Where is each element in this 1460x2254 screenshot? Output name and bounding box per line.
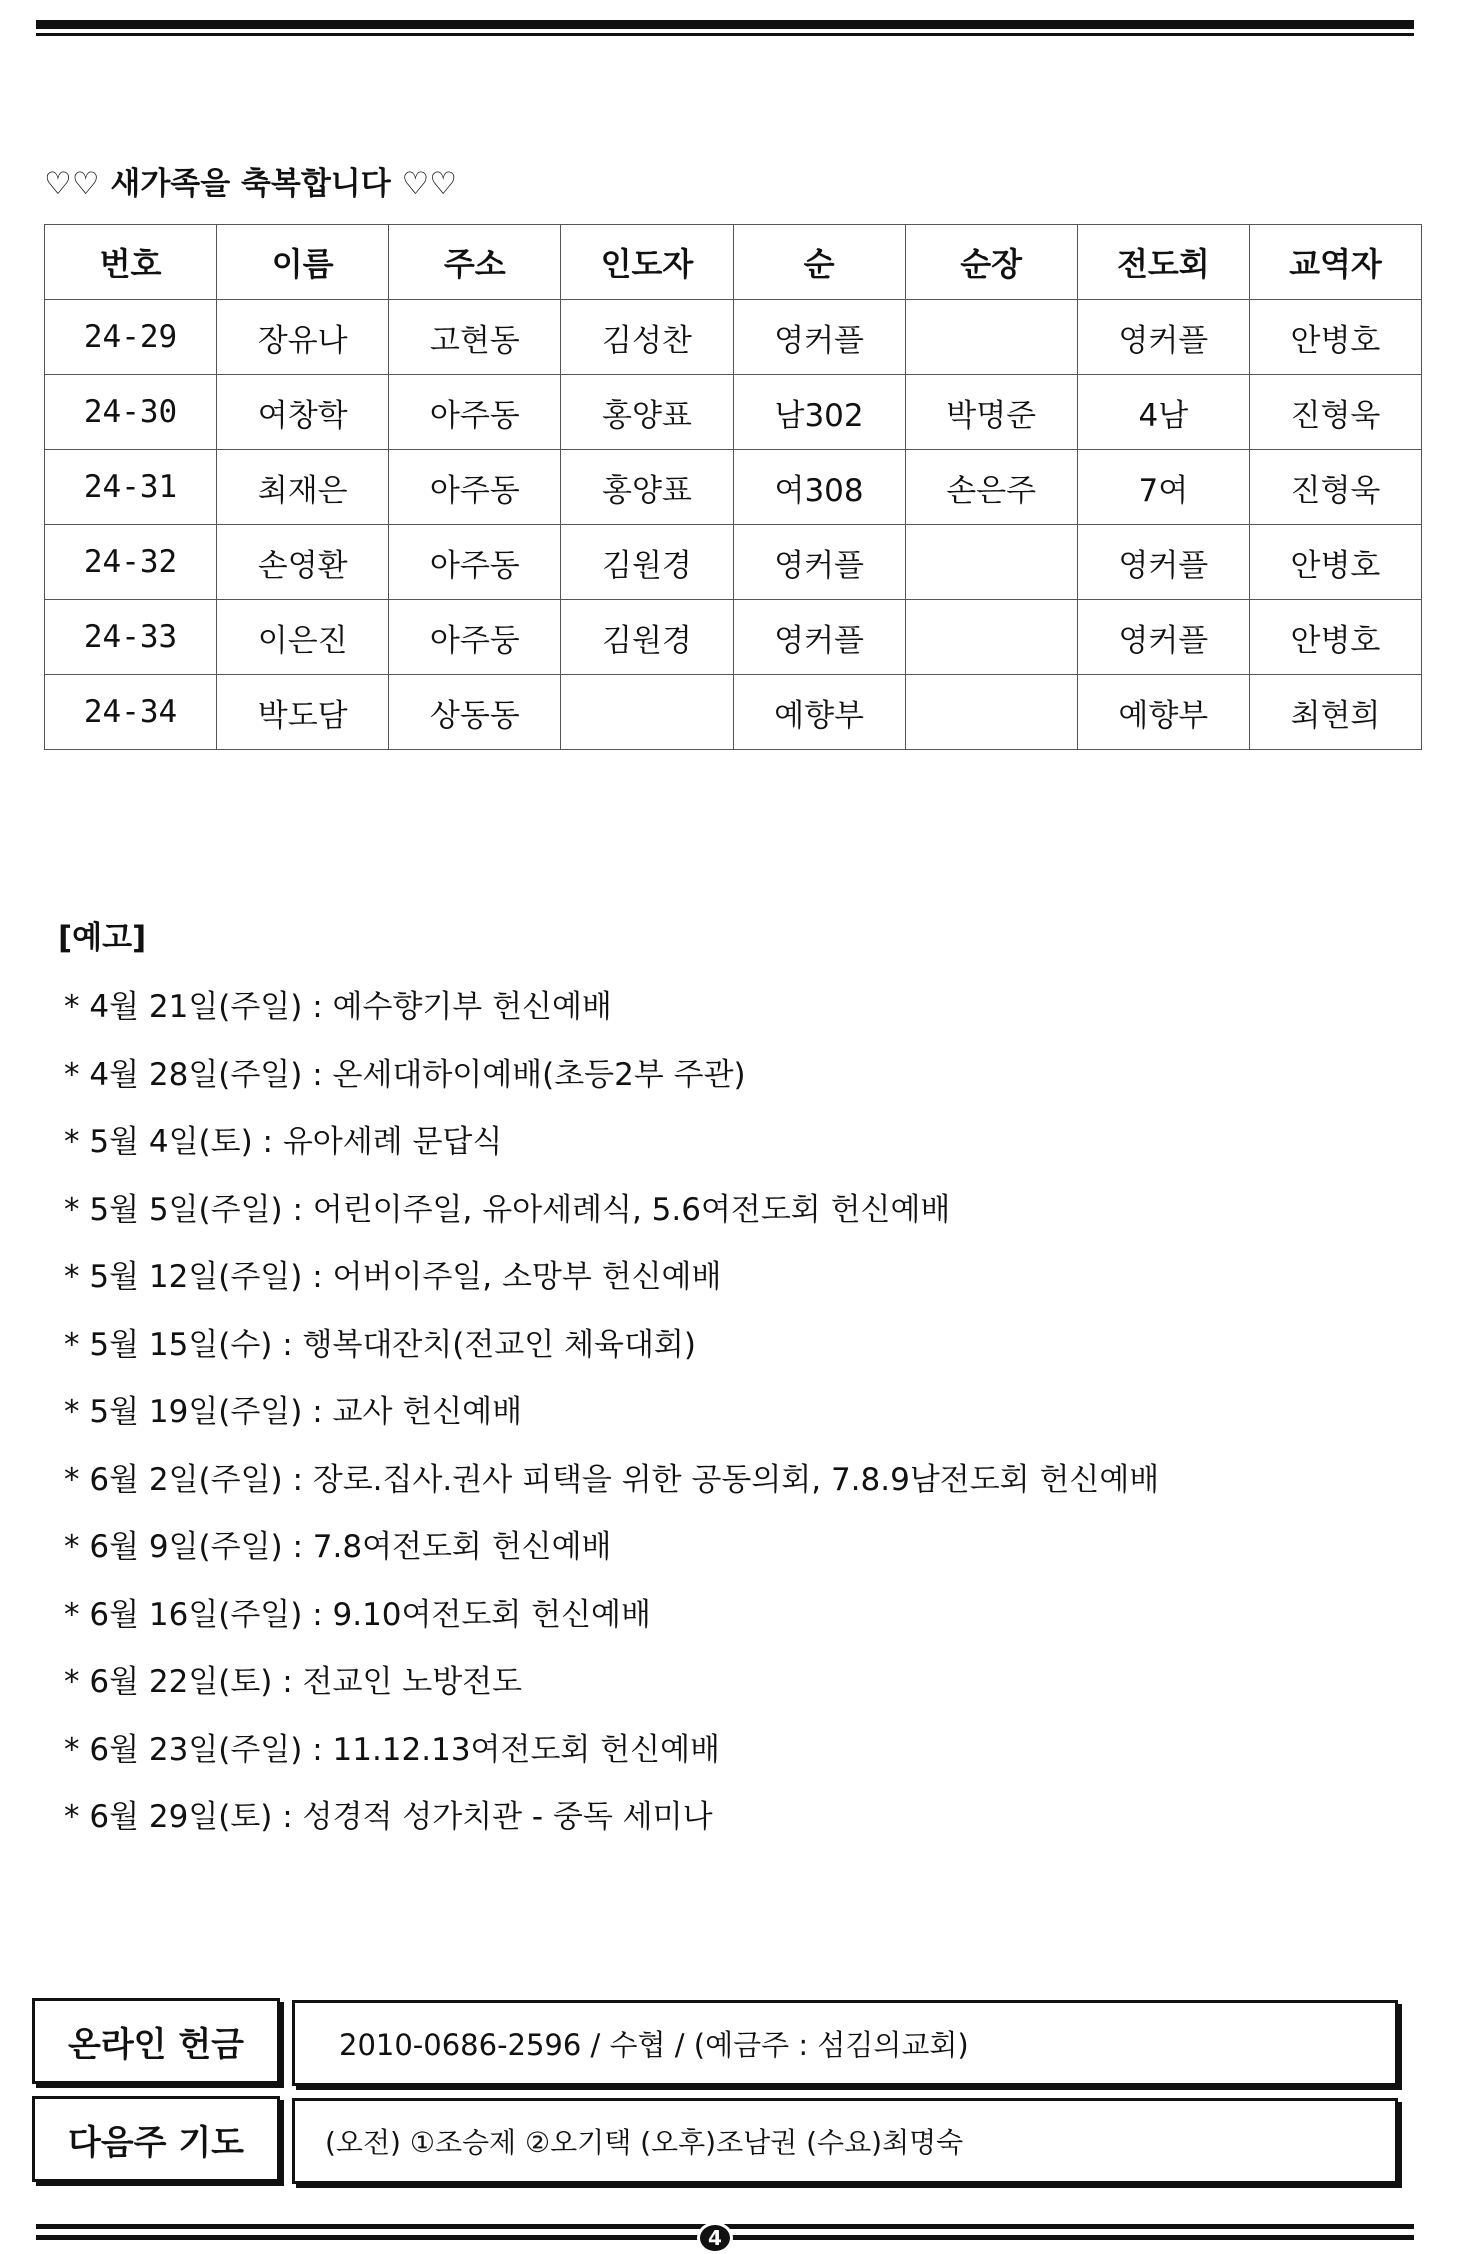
cell-mission-society: 영커플 <box>1077 300 1249 375</box>
table-row <box>45 300 1422 375</box>
cell-mission-society: 7여 <box>1077 450 1249 525</box>
cell-guide: 김원경 <box>561 525 733 600</box>
list-item: * 5월 15일(수) : 행복대잔치(전교인 체육대회) <box>64 1326 696 1363</box>
header-name: 이름 <box>217 225 389 300</box>
cell-pastor: 진형욱 <box>1249 375 1421 450</box>
online-offering-label: 온라인 헌금 <box>32 1998 280 2084</box>
cell-group-leader <box>905 675 1077 750</box>
cell-address: 아주동 <box>389 375 561 450</box>
list-item: * 6월 2일(주일) : 장로.집사.권사 피택을 위한 공동의회, 7.8.9남전도회 헌신예배 <box>64 1461 1160 1498</box>
cell-name: 박도담 <box>217 675 389 750</box>
cell-group-leader <box>905 525 1077 600</box>
next-week-prayer-value: (오전) ①조승제 ②오기택 (오후)조남권 (수요)최명숙 <box>292 2098 1398 2184</box>
cell-number: 24-32 <box>45 525 217 600</box>
cell-group-leader <box>905 300 1077 375</box>
cell-pastor: 안병호 <box>1249 600 1421 675</box>
table-row <box>45 525 1422 600</box>
list-item: * 4월 21일(주일) : 예수향기부 헌신예배 <box>64 989 612 1025</box>
cell-group-leader <box>905 600 1077 675</box>
cell-group: 영커플 <box>733 600 905 675</box>
cell-number: 24-29 <box>45 300 217 375</box>
list-item: * 6월 16일(주일) : 9.10여전도회 헌신예배 <box>64 1596 651 1633</box>
cell-name: 손영환 <box>217 525 389 600</box>
list-item: * 6월 29일(토) : 성경적 성가치관 - 중독 세미나 <box>64 1799 713 1835</box>
cell-group-leader: 박명준 <box>905 375 1077 450</box>
notice-list <box>64 982 1159 1860</box>
cell-guide: 홍양표 <box>561 375 733 450</box>
top-rule-thick <box>36 20 1414 29</box>
cell-name: 이은진 <box>217 600 389 675</box>
cell-pastor: 안병호 <box>1249 525 1421 600</box>
cell-guide: 홍양표 <box>561 450 733 525</box>
online-offering-value: 2010-0686-2596 / 수협 / (예금주 : 섬김의교회) <box>292 2000 1398 2086</box>
cell-group: 여308 <box>733 450 905 525</box>
header-guide: 인도자 <box>561 225 733 300</box>
cell-address: 아주둥 <box>389 600 561 675</box>
cell-name: 장유나 <box>217 300 389 375</box>
header-pastor: 교역자 <box>1249 225 1421 300</box>
cell-pastor: 안병호 <box>1249 300 1421 375</box>
header-group-leader: 순장 <box>905 225 1077 300</box>
cell-address: 고현동 <box>389 300 561 375</box>
table-row <box>45 450 1422 525</box>
list-item: * 6월 22일(토) : 전교인 노방전도 <box>64 1664 523 1700</box>
cell-number: 24-31 <box>45 450 217 525</box>
cell-mission-society: 예향부 <box>1077 675 1249 750</box>
cell-group: 예향부 <box>733 675 905 750</box>
cell-guide: 김원경 <box>561 600 733 675</box>
cell-address: 상동동 <box>389 675 561 750</box>
cell-guide: 김성찬 <box>561 300 733 375</box>
list-item: * 5월 4일(토) : 유아세례 문답식 <box>64 1124 503 1160</box>
new-family-table <box>44 224 1422 750</box>
cell-pastor: 진형욱 <box>1249 450 1421 525</box>
cell-group-leader: 손은주 <box>905 450 1077 525</box>
header-mission-society: 전도회 <box>1077 225 1249 300</box>
cell-mission-society: 4남 <box>1077 375 1249 450</box>
next-week-prayer-label: 다음주 기도 <box>32 2096 280 2182</box>
cell-address: 아주동 <box>389 525 561 600</box>
cell-group: 영커플 <box>733 300 905 375</box>
list-item: * 6월 9일(주일) : 7.8여전도회 헌신예배 <box>64 1529 612 1565</box>
table-row <box>45 600 1422 675</box>
top-rule-thin <box>36 33 1414 36</box>
cell-guide <box>561 675 733 750</box>
table-row <box>45 375 1422 450</box>
cell-group: 영커플 <box>733 525 905 600</box>
cell-name: 여창학 <box>217 375 389 450</box>
list-item: * 4월 28일(주일) : 온세대하이예배(초등2부 주관) <box>64 1056 746 1093</box>
table-header-row <box>45 225 1422 300</box>
header-address: 주소 <box>389 225 561 300</box>
cell-mission-society: 영커플 <box>1077 600 1249 675</box>
new-family-title: ♡♡ 새가족을 축복합니다 ♡♡ <box>44 166 458 202</box>
cell-pastor: 최현희 <box>1249 675 1421 750</box>
cell-group: 남302 <box>733 375 905 450</box>
page-number: 4 <box>697 2222 733 2254</box>
list-item: * 5월 19일(주일) : 교사 헌신예배 <box>64 1394 523 1430</box>
cell-number: 24-30 <box>45 375 217 450</box>
cell-mission-society: 영커플 <box>1077 525 1249 600</box>
table-row <box>45 675 1422 750</box>
list-item: * 5월 5일(주일) : 어린이주일, 유아세례식, 5.6여전도회 헌신예배 <box>64 1191 951 1228</box>
header-number: 번호 <box>45 225 217 300</box>
cell-number: 24-33 <box>45 600 217 675</box>
notice-title: [예고] <box>58 920 147 956</box>
list-item: * 5월 12일(주일) : 어버이주일, 소망부 헌신예배 <box>64 1259 722 1295</box>
cell-address: 아주동 <box>389 450 561 525</box>
header-group: 순 <box>733 225 905 300</box>
cell-name: 최재은 <box>217 450 389 525</box>
cell-number: 24-34 <box>45 675 217 750</box>
list-item: * 6월 23일(주일) : 11.12.13여전도회 헌신예배 <box>64 1731 720 1768</box>
